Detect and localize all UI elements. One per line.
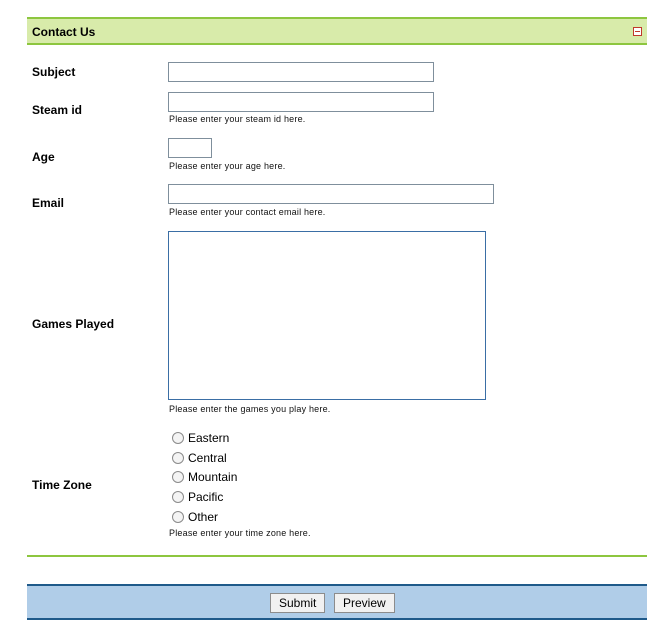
email-input[interactable] <box>168 184 494 204</box>
email-hint: Please enter your contact email here. <box>169 207 326 217</box>
time-zone-option[interactable] <box>172 450 227 466</box>
games-played-label: Games Played <box>32 317 115 331</box>
age-label: Age <box>32 150 55 164</box>
subject-label: Subject <box>32 65 76 79</box>
steam-id-hint: Please enter your steam id here. <box>169 114 306 124</box>
radio-other[interactable] <box>172 511 184 523</box>
games-played-textarea[interactable] <box>168 231 486 400</box>
time-zone-option[interactable] <box>172 469 237 485</box>
games-played-hint: Please enter the games you play here. <box>169 404 331 414</box>
email-label: Email <box>32 196 65 210</box>
steam-id-input[interactable] <box>168 92 434 112</box>
age-input[interactable] <box>168 138 212 158</box>
radio-pacific[interactable] <box>172 491 184 503</box>
collapse-icon[interactable] <box>633 27 642 36</box>
time-zone-option[interactable] <box>172 430 229 446</box>
steam-id-label: Steam id <box>32 103 83 117</box>
time-zone-label: Time Zone <box>32 478 92 492</box>
age-hint: Please enter your age here. <box>169 161 286 171</box>
radio-other-label[interactable]: Other <box>188 510 219 524</box>
radio-central-label[interactable]: Central <box>188 451 227 465</box>
time-zone-hint: Please enter your time zone here. <box>169 528 311 538</box>
submit-button[interactable]: Submit <box>270 593 325 613</box>
radio-mountain[interactable] <box>172 471 184 483</box>
preview-button[interactable]: Preview <box>334 593 395 613</box>
panel-header <box>27 17 647 45</box>
radio-eastern-label[interactable]: Eastern <box>188 431 230 445</box>
time-zone-option[interactable] <box>172 509 218 525</box>
subject-input[interactable] <box>168 62 434 82</box>
time-zone-option[interactable] <box>172 489 223 505</box>
footer-bar <box>27 584 647 620</box>
radio-mountain-label[interactable]: Mountain <box>188 470 238 484</box>
radio-eastern[interactable] <box>172 432 184 444</box>
divider <box>27 555 647 557</box>
radio-central[interactable] <box>172 452 184 464</box>
radio-pacific-label[interactable]: Pacific <box>188 490 224 504</box>
panel-title: Contact Us <box>32 25 96 39</box>
